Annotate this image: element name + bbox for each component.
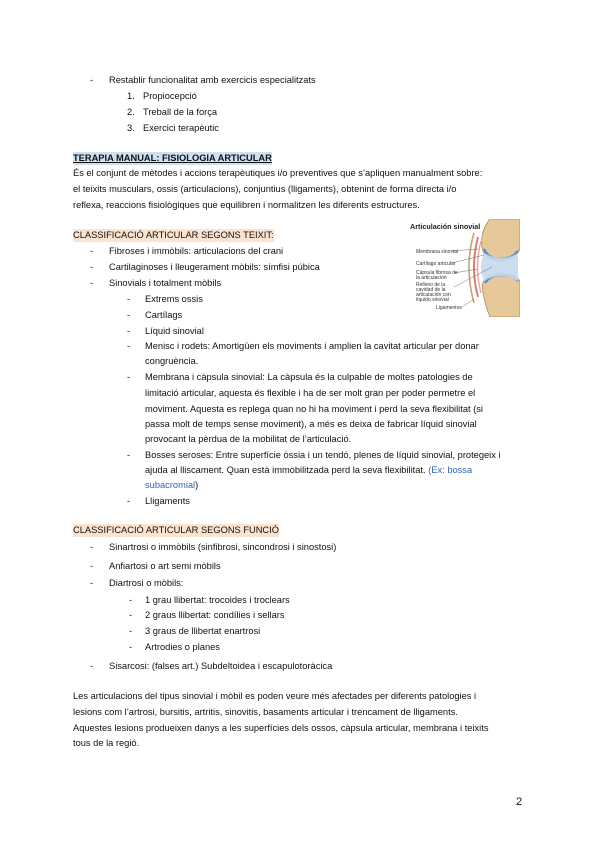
synovial-joint-figure: [408, 219, 520, 317]
list-bullet: -: [127, 341, 131, 351]
figure-label: líquido sinovial: [416, 297, 449, 303]
list-item-continued: provocant la pèrdua de la mobilitat de l’articulació.: [145, 434, 352, 444]
figure-label: la articulación: [416, 275, 447, 281]
list-item: Extrems ossis: [145, 294, 203, 304]
list-item-text: ajuda al lliscament. Quan està immobilitzada perd la seva flexibilitat.: [145, 465, 426, 475]
list-item-continued: limitació articular, aquesta és flexible i ha de ser molt gran per poder permetre el: [145, 388, 476, 398]
paragraph-line: lesions com l’artrosi, bursitis, artritis, sinovitis, basaments articular i trencament de lligaments.: [73, 707, 458, 717]
list-number: 2.: [127, 107, 135, 117]
list-bullet: -: [90, 262, 94, 272]
list-item: Exercici terapèutic: [143, 123, 219, 133]
list-item: Cartilaginoses i lleugerament mòbils: símfisi púbica: [109, 262, 320, 272]
list-item: Lligaments: [145, 496, 190, 506]
list-bullet: -: [127, 310, 131, 320]
list-item: Sinovials i totalment mòbils: [109, 278, 222, 288]
list-item-continued: congruència.: [145, 356, 199, 366]
list-item-continued: moviment. Aquesta es replega quan no hi ha moviment i perd la seva flexibilitat (si: [145, 404, 483, 414]
figure-label: Cápsula fibrosa de: [416, 270, 458, 276]
list-bullet: -: [90, 661, 94, 671]
list-item: Líquid sinovial: [145, 326, 204, 336]
list-item: 3 graus de llibertat enartrosi: [145, 626, 261, 636]
paragraph-line: És el conjunt de mètodes i accions terapèutiques i/o preventives que s’apliquen manualment sobre:: [73, 168, 483, 178]
list-bullet: -: [90, 561, 94, 571]
list-item: Restablir funcionalitat amb exercicis especialitzats: [109, 75, 316, 85]
list-number: 1.: [127, 91, 135, 101]
list-item: Sisarcosi: (falses art.) Subdeltoidea i escapulotoràcica: [109, 661, 333, 671]
section-heading: CLASSIFICACIÓ ARTICULAR SEGONS FUNCIÓ: [73, 525, 279, 535]
paragraph-line: el teixits musculars, ossis (articulacions), conjuntius (lligaments), obtenint de forma directa i/o: [73, 184, 457, 194]
list-item: Bosses seroses: Entre superfície òssia i un tendó, plenes de líquid sinovial, protegeix i: [145, 450, 501, 460]
list-bullet: -: [127, 450, 131, 460]
list-bullet: -: [127, 294, 131, 304]
list-number: 3.: [127, 123, 135, 133]
list-bullet: -: [90, 246, 94, 256]
list-item: Anfiartosi o art semi mòbils: [109, 561, 221, 571]
figure-label: cavidad de la: [416, 287, 446, 293]
list-item-continued: passa molt de temps sense moviment), a més es deixa de fabricar líquid sinovial: [145, 419, 477, 429]
figure-title: Articulación sinovial: [410, 222, 481, 231]
list-bullet: -: [129, 595, 133, 605]
list-item: Treball de la força: [143, 107, 218, 117]
list-item: Menisc i rodets: Amortigüen els moviments i amplien la cavitat articular per donar: [145, 341, 479, 351]
figure-label: Ligamentos: [436, 305, 462, 311]
paragraph-line: Aquestes lesions produeixen danys a les superfícies dels ossos, càpsula articular, membrana i teixits: [73, 723, 489, 733]
closing-paren: ): [195, 480, 199, 490]
list-item-continued: [145, 464, 472, 477]
list-bullet: -: [90, 75, 94, 85]
list-bullet: -: [127, 372, 131, 382]
list-item-continued: [145, 479, 198, 492]
figure-label: Membrana sinovial: [416, 249, 458, 255]
list-bullet: -: [90, 542, 94, 552]
example-link-continued[interactable]: subacromial: [145, 480, 196, 490]
list-bullet: -: [90, 278, 94, 288]
synovial-joint-illustration: [408, 219, 520, 317]
list-bullet: -: [127, 496, 131, 506]
list-item: 1 grau llibertat: trocoides i troclears: [145, 595, 290, 605]
list-bullet: -: [129, 642, 133, 652]
section-heading: CLASSIFICACIÓ ARTICULAR SEGONS TEIXIT:: [73, 230, 274, 240]
paragraph-line: Les articulacions del tipus sinovial i mòbil es poden veure més afectades per diferents patologies i: [73, 691, 477, 701]
figure-label: Cartílago articular: [416, 261, 456, 267]
page-number: 2: [516, 796, 523, 808]
list-item: Sinartrosi o immòbils (sinfibrosi, sincondrosi i sinostosi): [109, 542, 337, 552]
figure-label: Relleno de la: [416, 282, 446, 288]
list-bullet: -: [129, 626, 133, 636]
list-bullet: -: [90, 578, 94, 588]
paragraph-line: reflexa, reaccions fisiològiques que equilibren i normalitzen les diferents estructures.: [73, 200, 420, 210]
list-item: Membrana i càpsula sinovial: La càpsula és la culpable de moltes patologies de: [145, 372, 473, 382]
list-item: Cartílags: [145, 310, 183, 320]
list-item: Diartrosi o mòbils:: [109, 578, 184, 588]
paragraph-line: tous de la regió.: [73, 738, 140, 748]
list-item: 2 graus llibertat: condílies i sellars: [145, 610, 285, 620]
section-heading: TERAPIA MANUAL: FISIOLOGIA ARTICULAR: [73, 153, 272, 163]
list-bullet: -: [127, 326, 131, 336]
example-link[interactable]: (Ex: bossa: [428, 465, 473, 475]
list-bullet: -: [129, 610, 133, 620]
list-item: Propiocepció: [143, 91, 197, 101]
list-item: Fibroses i immòbils: articulacions del crani: [109, 246, 284, 256]
list-item: Artrodies o planes: [145, 642, 220, 652]
figure-label: articulación con: [416, 292, 451, 298]
